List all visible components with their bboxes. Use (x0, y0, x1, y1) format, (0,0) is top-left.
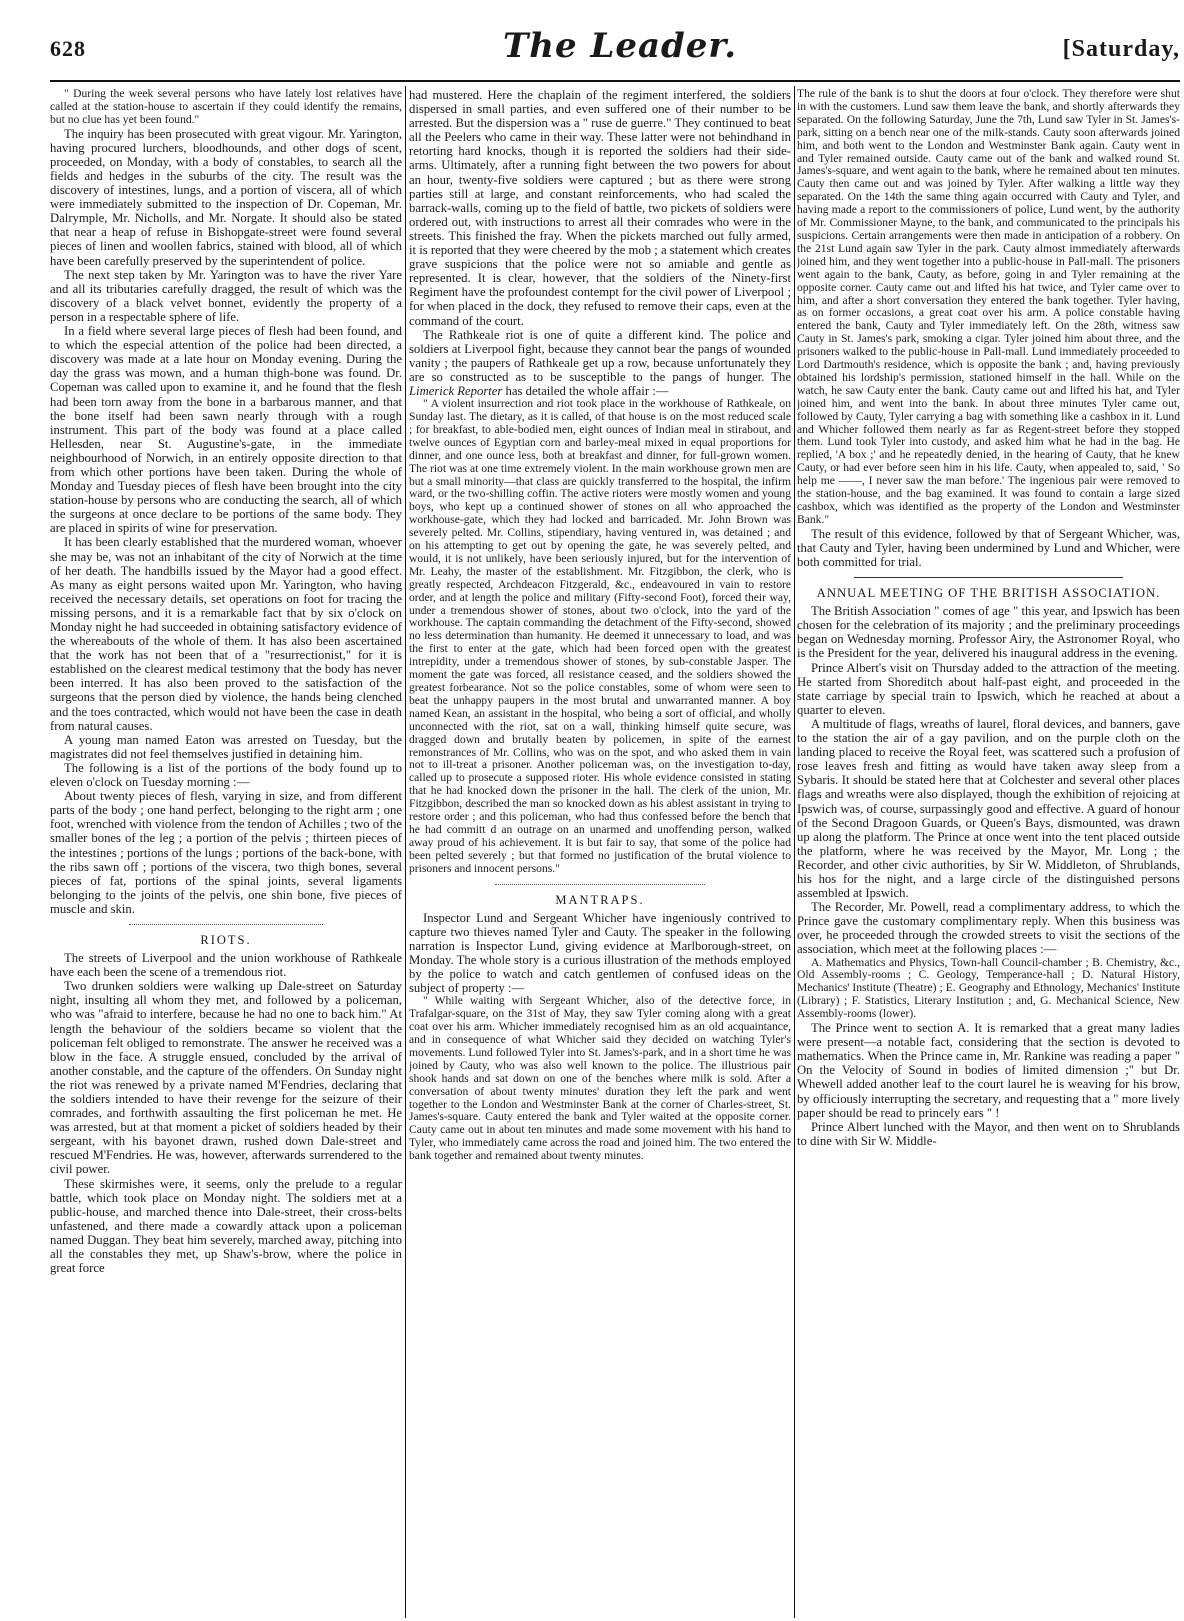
paragraph: had mustered. Here the chaplain of the regiment interfered, the soldiers dispersed in small parties, and even suffered one of their number to be arrested. But the dispersion was a " ruse de guerre." They continued to beat all the Peelers who came in their way. These latter were not behindhand in retorting hard knocks, though it is reported the soldiers had their side-arms. Ultimately, after a running fight between the two powers for about an hour, twenty-five soldiers were captured ; but as there were strong parties still at large, and constant reinforcements, who had scaled the barrack-walls, coming up to the field of battle, two pickets of soldiers were ordered out, with instructions to arrest all their comrades who were in the streets. This finished the fray. When the pickets marched out fully armed, it is reported that they were cheered by the mob ; a statement which creates grave suspicions that the police were not so amiable and gentle as represented. It is clear, however, that the soldiers of the Ninety-first Regiment have the profoundest contempt for the civil power of Liverpool ; for when placed in the dock, they refused to remove their caps, even at the command of the court. (409, 88, 791, 328)
column-divider (405, 86, 406, 1618)
paragraph: Two drunken soldiers were walking up Dale-street on Saturday night, insulting all whom they met, and followed by a policeman, who was "afraid to interfere, because he had no one to back him." At length the behaviour of the soldiers became so violent that the policeman felt obliged to remonstrate. The answer he received was a blow in the face. A struggle ensued, concluded by the arrival of another constable, and the capture of the offenders. On Sunday night the riot was renewed by a private named M'Fendries, declaring that the soldiers intended to have their revenge for the seizure of their comrades, and forthwith assaulting the first policeman he met. He was arrested, but at that moment a picket of soldiers headed by their sergeant, with his bayonet drawn, rushed down Dale-street and rescued M'Fendries. He was, however, afterwards surrendered to the civil power. (50, 979, 402, 1177)
paragraph: The next step taken by Mr. Yarington was to have the river Yare and all its tributaries carefully dragged, the result of which was the discovery of a black velvet bonnet, evidently the property of a person in a respectable sphere of life. (50, 267, 402, 324)
newspaper-title: Limerick Reporter (409, 383, 503, 398)
quoted-evidence: " While waiting with Sergeant Whicher, also of the detective force, in Trafalgar-square, on the 31st of May, they saw Tyler coming along with a great coat over his arm. Whicher immediately recognised him as an old acquaintance, and in consequence of what Whicher said they decided on watching Tyler's movements. Lund followed Tyler into St. James's-park, and in a short time he was joined by Cauty, who was also well known to the police. The illustrious pair shook hands and sat down on one of the benches where milk is sold. After a conversation of about twenty minutes' duration they left the park and went together to the London and Westminster Bank at the corner of Charles-street, St. James's-square. Cauty entered the bank and Tyler waited at the opposite corner. Cauty came out in about ten minutes and made some movement with his hand to Tyler, who immediately came across the road and joined him. The two entered the bank together and remained about twenty minutes. (409, 994, 791, 1163)
quoted-evidence-continued: The rule of the bank is to shut the doors at four o'clock. They therefore were shut in with the customers. Lund saw them leave the bank, and shortly afterwards they separated. On the following Saturday, June the 7th, Lund saw Tyler in St. James's-park, sitting on a bench near one of the milk-stands. Cauty soon afterwards joined him, and both went to the London and Westminster Bank again. Cauty went in and Tyler remained outside. Cauty came out of the bank and walked round St. James's-square, and went again to the bank, where he remained about ten minutes. Cauty then came out and was joined by Tyler. After walking a little way they separated. On the 14th the same thing again occurred with Cauty and Tyler, and having made a report to the commissioners of police, Lund went, by the authority of Mr. Commissioner Mayne, to the bank, and communicated to the principals his suspicions. Certain arrangements were then made in anticipation of a robbery. On the 21st Lund again saw Tyler in the park. Cauty almost immediately afterwards joined him, and they went together into a public-house in Pall-mall. The prisoners went again to the bank, Cauty, as before, going in and Tyler remaining at the opposite corner. Cauty came out and lifted his hat twice, and Tyler came over to him, and after a short conversation they entered the bank together. Tyler having, as on former occasions, a great coat over his arm. A police constable having entered the bank, Cauty and Tyler immediately left. On the 28th, witness saw Cauty in St. James's park, smoking a cigar. Tyler joined him about three, and the prisoners walked to the public-house in Pall-mall. Lund immediately proceeded to Lord Dartmouth's residence, which is opposite the bank ; and, having previously obtained his lordship's permission, stationed himself in the hall. While on the watch, he saw Cauty enter the bank. Cauty came out and lifted his hat, and Tyler joined him, and went into the bank. In about three minutes Tyler came out, followed by Cauty, Tyler carrying a bag with something like a cashbox in it. Lund and Whicher followed them nearly as far as Regent-street before they stopped them. Lund took Tyler into custody, and asked him what he had in the bag. He replied, 'A box ;' and he repeatedly denied, in the hearing of Cauty, that he knew Cauty, or had ever before seen him in his life. Cauty, when appealed to, said, ' So help me ——, I never saw the man before.' The ingenious pair were removed to the station-house, and the bag examined. It was found to contain a large sized cashbox, which was identified as the property of the London and Westminster Bank." (797, 88, 1180, 526)
paragraph: About twenty pieces of flesh, varying in size, and from different parts of the body ; one hand perfect, belonging to the right arm ; one foot, wrenched with violence from the tendon of Achilles ; two of the smaller bones of the leg ; a portion of the pelvis ; thirteen pieces of the intestines ; portions of the lungs ; portions of the back-bone, with the ribs sawn off ; portions of the viscera, two thigh bones, several pieces of fat, portions of the spinal joints, several ligaments belonging to the joints of the pelvis, one shin bone, five pieces of muscle and skin. (50, 789, 402, 916)
paragraph: The result of this evidence, followed by that of Sergeant Whicher, was, that Cauty and Tyler, having been undermined by Lund and Whicher, were both committed for trial. (797, 526, 1180, 569)
paragraph: These skirmishes were, it seems, only the prelude to a regular battle, which took place on Monday night. The soldiers met at a public-house, and marched thence into Dale-street, their cross-belts unfastened, and there made a cowardly attack upon a policeman named Duggan. They beat him severely, marched away, pitching into all the constables they met, up Shaw's-brow, where the police in great force (50, 1176, 402, 1276)
paragraph: Prince Albert's visit on Thursday added to the attraction of the meeting. He started from Shoreditch about half-past eight, and proceeded in the state carriage by special train to Ipswich, which he reached at about a quarter to eleven. (797, 660, 1180, 717)
page-header (50, 22, 1184, 72)
paragraph: It has been clearly established that the murdered woman, whoever she may be, was not an inhabitant of the city of Norwich at the time of her death. The handbills issued by the Mayor had a good effect. As many as eight persons waited upon Mr. Yarington, who having received the necessary details, set operations on foot for tracing the missing persons, and it is a remarkable fact that by six o'clock on Monday night he had succeeded in obtaining satisfactory evidence of the whereabouts of the whole of them. It has also been ascertained that the work has not been that of a "resurrectionist," for it is established on the clearest medical testimony that the body has never been interred. It has also been proved to the satisfaction of the surgeons that the person died by violence, the hands being clenched and the toes contracted, which would not have been the case in death from natural causes. (50, 535, 402, 733)
paragraph: The following is a list of the portions of the body found up to eleven o'clock on Tuesday morning :— (50, 760, 402, 790)
section-heading-british-association: ANNUAL MEETING OF THE BRITISH ASSOCIATION. (816, 586, 1161, 601)
section-heading-mantraps: MANTRAPS. (555, 892, 645, 907)
column-1 (50, 88, 402, 1616)
paragraph: The Prince went to section A. It is remarked that a great many ladies were present—a notable fact, considering that the section is devoted to mathematics. When the Prince came in, Mr. Rankine was reading a paper " On the Velocity of Sound in bodies of limited dimension ;" but Dr. Whewell added another leaf to the court laurel he is weaving for his brow, by officiously interrupting the secretary, and requesting that a " more lively paper should be read to princely ears " ! (797, 1021, 1180, 1120)
quoted-report: " A violent insurrection and riot took place in the workhouse of Rathkeale, on Sunday last. The dietary, as it is called, of that house is on the most reduced scale ; for breakfast, to able-bodied men, eight ounces of Indian meal in stirabout, and twelve ounces of Egyptian corn and barley-meal mixed in equal proportions for dinner, and one ounce less, both at breakfast and dinner, for full-grown women. The riot was at one time extremely violent. In the main workhouse grown men are but a small minority—that class are quickly transferred to the hospital, the infirm ward, or the two-shilling coffin. The active rioters were mostly women and young boys, who kept up a continued shower of stones on all who approached the workhouse-gate, which they had locked and barricaded. Mr. John Brown was severely pelted. Mr. Collins, stipendiary, having ventured in, was detained ; and on his attempting to get out by opening the gate, he was severely pelted, and would, it is not unlikely, have been seriously injured, but for the intervention of Mr. Leahy, the master of the establishment. Mr. Fitzgibbon, the clerk, who is greatly respected, Archdeacon Fitzgerald, &c., endeavoured in vain to restore order, and at length the police and military (Fifty-second Foot), forced their way, under a tremendous shower of stones, about two o'clock, into the yard of the workhouse. The captain commanding the detachment of the Fifty-second, showed no less determination than humanity. He deemed it unnecessary to load, and was the first to enter at the gate, which had been forced open with the greatest intrepidity, under a tremendous shower of stones, by sub-constable Jasper. The moment the gate was forced, all resistance ceased, and the soldiers showed the greatest forbearance. Not so the police constables, some of whom were seen to beat the unhappy paupers in the most brutal and unwarranted manner. A boy named Kean, an assistant in the hospital, who being a sort of official, and wholly unconnected with the riot, sat on a wall, thinking himself quite secure, was dragged down and brutally beaten by policemen, in spite of the earnest remonstrances of Mr. Collins, who was on the spot, and who asked them in vain not to ill-treat a prisoner. Another policeman was, on the investigation to-day, called up to prosecute a supposed rioter. His whole evidence consisted in stating that he had knocked down the prisoner in the hall. The clerk of the union, Mr. Fitzgibbon, described the man so knocked down as his ablest assistant in trying to restore order ; and this policeman, who had thus confessed before the bench that he had committ d an outrage on an unarmed and unoffending person, walked away proud of his achievement. It is but fair to say, that some of the police had been pelted severely ; but that formed no justification of the brutal violence to prisoners and innocent persons." (409, 397, 791, 875)
section-heading-riots: RIOTS. (200, 932, 252, 947)
text-run: has detailed the whole affair :— (502, 383, 669, 398)
paragraph: The Recorder, Mr. Powell, read a complimentary address, to which the Prince gave the customary complimentary reply. When this business was over, he proceeded through the crowded streets to visit the sections of the association, which meet at the following places :— (797, 900, 1180, 957)
paragraph: A. Mathematics and Physics, Town-hall Council-chamber ; B. Chemistry, &c., Old Assembly-rooms ; C. Geology, Temperance-hall ; D. Natural History, Mechanics' Institute (Theatre) ; E. Geography and Ethnology, Mechanics' Institute (Library) ; F. Statistics, Literary Institution ; and, G. Mechanical Science, New Assembly-rooms (lower). (797, 955, 1180, 1021)
masthead-title: The Leader. (502, 26, 738, 66)
paragraph: In a field where several large pieces of flesh had been found, and to which the especial attention of the police had been directed, a discovery was made at a late hour on Monday evening. During the day the grass was mown, and a human thigh-bone was found. Dr. Copeman was called upon to examine it, and he found that the flesh had been torn away from the bone in a barbarous manner, and that the bone itself had been sawn nearly through with a rough instrument. This part of the body was found at a place called Hellesden, near St. Augustine's-gate, in the immediate neighbourhood of Norwich, in an entirely opposite direction to that from which other portions have been taken. During the whole of Monday and Tuesday pieces of flesh have been brought into the city station-house by persons who are conducting the search, all of which the surgeons at once declare to be portions of the same body. They are placed in spirits of wine for preservation. (50, 324, 402, 536)
section-separator (854, 577, 1122, 578)
section-separator (495, 884, 705, 885)
column-divider (794, 86, 795, 1618)
column-2 (409, 88, 791, 1616)
paragraph: A young man named Eaton was arrested on Tuesday, but the magistrates did not feel themselves justified in detaining him. (50, 732, 402, 761)
paragraph: " During the week several persons who have lately lost relatives have called at the station-house to ascertain if they could identify the remains, but no clue has yet been found." (50, 88, 402, 126)
paragraph: The inquiry has been prosecuted with great vigour. Mr. Yarington, having procured lurchers, bloodhounds, and other dogs of scent, proceeded, on Monday, with a body of constables, to search all the fields and hedges in the suburbs of the city. The result was the discovery of intestines, lungs, and a portion of viscera, all of which were immediately submitted to the inspection of Dr. Copeman, Mr. Dalrymple, Mr. Nicholls, and Mr. Norgate. It should also be stated that near a heap of refuse in Bishopgate-street were found several pieces of linen and woollen fabrics, stained with blood, all of which have been carefully preserved by the superintendent of police. (50, 126, 402, 268)
section-separator (129, 924, 323, 925)
header-day: [Saturday, (1062, 36, 1180, 62)
header-rule (50, 80, 1180, 82)
text-run: The Rathkeale riot is one of quite a different kind. The police and soldiers at Liverpool fight, because they cannot bear the pangs of wounded vanity ; the paupers of Rathkeale get up a row, because unfortunately they are so constructed as to be susceptible to the pangs of hunger. The (409, 327, 791, 384)
paragraph: A multitude of flags, wreaths of laurel, floral devices, and banners, gave to the station the air of a gay pavilion, and on the purple cloth on the landing placed to receive the Royal feet, was scattered such a profusion of rose leaves fresh and fitting as would have taken away sleep from a Sybaris. It should be stated here that at Colchester and several other places flags and wreaths were also displayed, though the exhibition of rejoicing at Ipswich was, of course, surpassingly good and effective. A guard of honour of the Second Dragoon Guards, or Queen's Bays, dismounted, was drawn up along the platform. The Prince at once went into the tent placed outside the platform, where he was received by the Mayor, Mr. Long ; the Recorder, and other civic authorities, by Sir W. Middleton, of Shrublands, his hos for the night, and a large circle of the distinguished persons assembled at Ipswich. (797, 716, 1180, 901)
page-number: 628 (50, 36, 86, 61)
paragraph: Prince Albert lunched with the Mayor, and then went on to Shrublands to dine with Sir W. Middle- (797, 1119, 1180, 1148)
paragraph: Inspector Lund and Sergeant Whicher have ingeniously contrived to capture two thieves named Tyler and Cauty. The speaker in the following narration is Inspector Lund, giving evidence at Marlborough-street, on Monday. The whole story is a curious illustration of the methods employed by the police to watch and catch gentlemen of confused ideas on the subject of property :— (409, 910, 791, 996)
paragraph: The streets of Liverpool and the union workhouse of Rathkeale have each been the scene of a tremendous riot. (50, 951, 402, 980)
paragraph: The British Association " comes of age " this year, and Ipswich has been chosen for the celebration of its majority ; and the preliminary proceedings began on Wednesday morning. Professor Airy, the Astronomer Royal, who is the President for the year, delivered his inaugural address in the evening. (797, 604, 1180, 661)
column-3 (797, 88, 1180, 1616)
paragraph (409, 328, 791, 398)
